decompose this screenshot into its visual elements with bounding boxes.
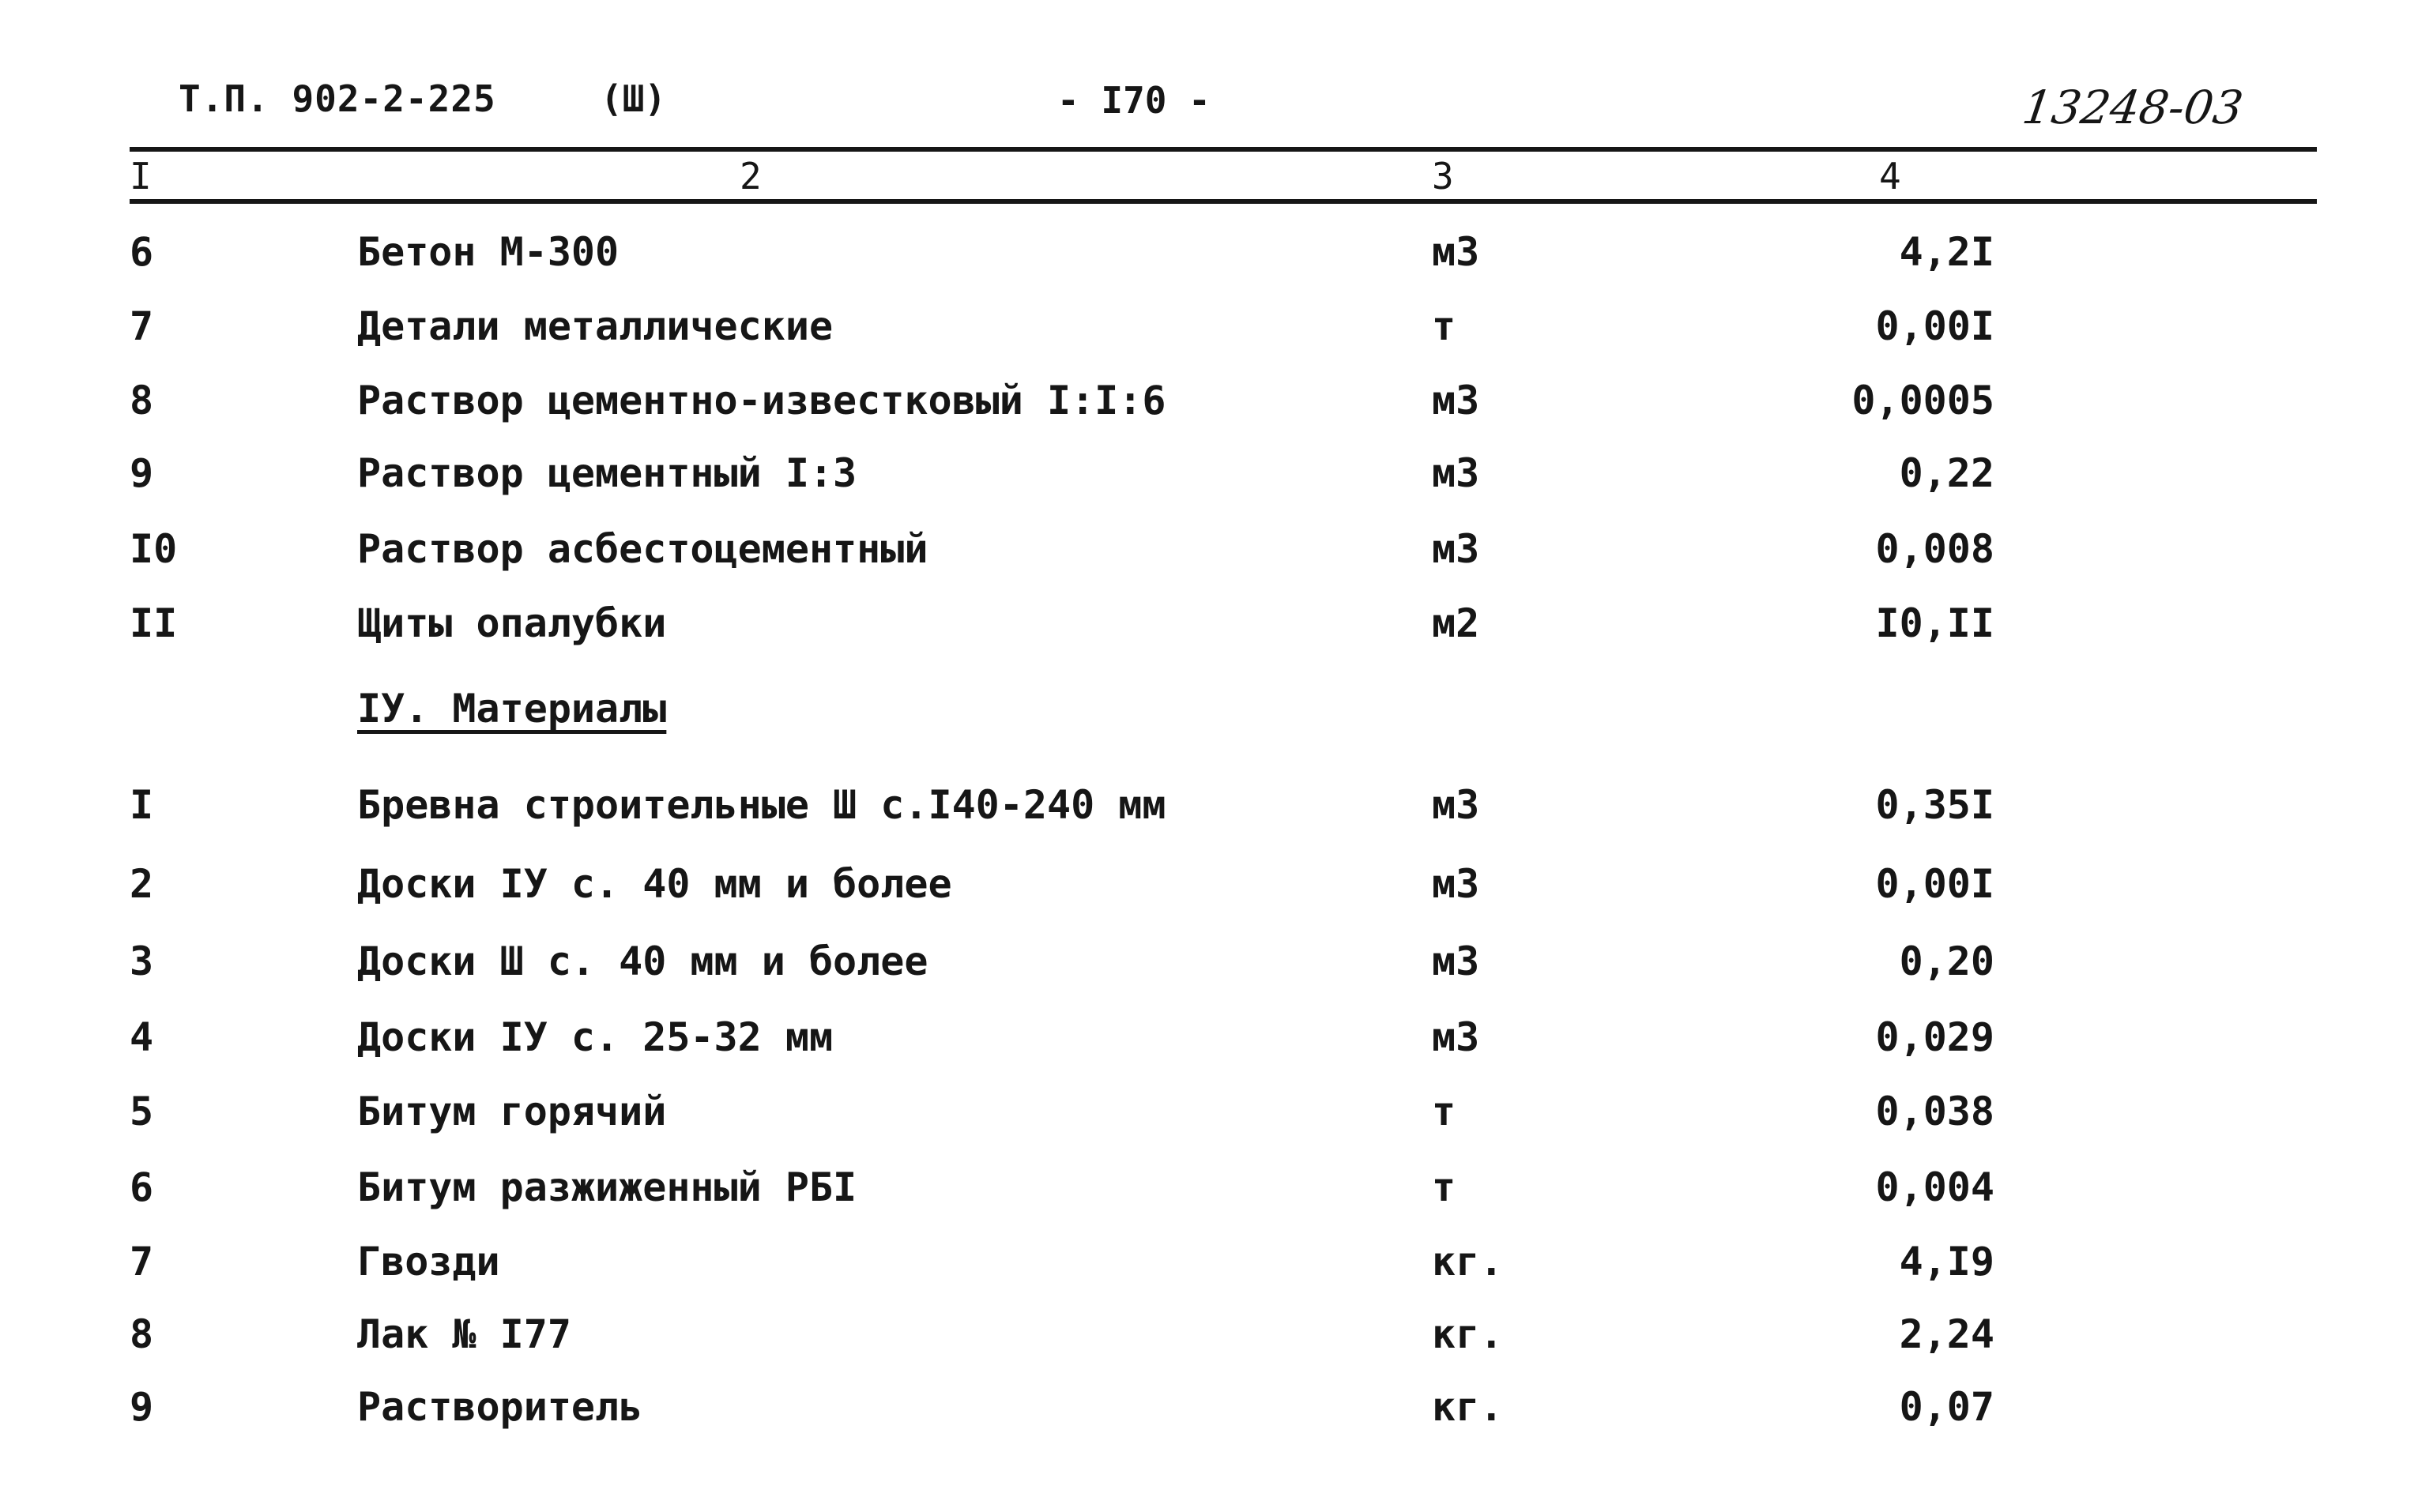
- material-name: Бетон М-300: [357, 229, 620, 275]
- unit: кг.: [1432, 1311, 1504, 1357]
- row-number: 5: [130, 1089, 154, 1134]
- table-row: [0, 303, 2418, 367]
- quantity: I0,II: [1875, 600, 1994, 646]
- unit: м3: [1432, 526, 1480, 572]
- table-row: [0, 938, 2418, 1002]
- quantity: 0,00I: [1875, 303, 1994, 349]
- material-name: Бревна строительные Ш с.I40-240 мм: [357, 782, 1166, 828]
- material-name: Битум горячий: [357, 1089, 667, 1134]
- quantity: 0,22: [1899, 450, 1994, 496]
- material-name: Доски Ш с. 40 мм и более: [357, 938, 928, 984]
- quantity: 0,008: [1875, 526, 1994, 572]
- material-name: Доски IУ с. 40 мм и более: [357, 861, 952, 907]
- unit: м3: [1432, 861, 1480, 907]
- material-name: Доски IУ с. 25-32 мм: [357, 1014, 834, 1060]
- unit: м3: [1432, 782, 1480, 828]
- unit: кг.: [1432, 1384, 1504, 1430]
- table-row: [0, 600, 2418, 664]
- document-reference: Т.П. 902-2-225: [179, 77, 496, 120]
- unit: м3: [1432, 1014, 1480, 1060]
- material-name: Раствор цементно-известковый I:I:6: [357, 378, 1166, 423]
- material-name: Лак № I77: [357, 1311, 571, 1357]
- table-row: [0, 1311, 2418, 1375]
- row-number: 3: [130, 938, 154, 984]
- unit: м3: [1432, 378, 1480, 423]
- table-row: [0, 1384, 2418, 1447]
- material-name: Гвозди: [357, 1239, 500, 1284]
- unit: кг.: [1432, 1239, 1504, 1284]
- quantity: 4,I9: [1899, 1239, 1994, 1284]
- quantity: 0,0005: [1851, 378, 1994, 423]
- quantity: 0,004: [1875, 1164, 1994, 1210]
- column-header-3: 3: [1432, 155, 1454, 197]
- row-number: 4: [130, 1014, 154, 1060]
- material-name: Битум разжиженный РБI: [357, 1164, 857, 1210]
- material-name: Щиты опалубки: [357, 600, 667, 646]
- row-number: 9: [130, 450, 154, 496]
- table-row: [0, 1014, 2418, 1078]
- quantity: 0,00I: [1875, 861, 1994, 907]
- material-name: Раствор асбестоцементный: [357, 526, 928, 572]
- row-number: 2: [130, 861, 154, 907]
- unit: т: [1432, 1164, 1456, 1210]
- quantity: 0,35I: [1875, 782, 1994, 828]
- column-header-1: I: [130, 155, 152, 197]
- table-row: [0, 378, 2418, 441]
- row-number: 7: [130, 303, 154, 349]
- unit: м3: [1432, 450, 1480, 496]
- header-rule-top: [130, 147, 2317, 152]
- quantity: 0,029: [1875, 1014, 1994, 1060]
- material-name: Раствор цементный I:3: [357, 450, 857, 496]
- handwritten-code: 13248-03: [2019, 81, 2247, 134]
- page-number: - I70 -: [1057, 79, 1211, 122]
- column-header-2: 2: [740, 155, 762, 197]
- quantity: 0,20: [1899, 938, 1994, 984]
- row-number: 8: [130, 1311, 154, 1357]
- material-name: Растворитель: [357, 1384, 643, 1430]
- unit: т: [1432, 303, 1456, 349]
- table-row: [0, 782, 2418, 845]
- table-row: [0, 1164, 2418, 1228]
- unit: м3: [1432, 229, 1480, 275]
- material-name: Детали металлические: [357, 303, 834, 349]
- row-number: 7: [130, 1239, 154, 1284]
- row-number: 6: [130, 229, 154, 275]
- row-number: 8: [130, 378, 154, 423]
- table-row: [0, 1089, 2418, 1152]
- table-row: [0, 861, 2418, 924]
- row-number: I: [130, 782, 154, 828]
- table-row: [0, 450, 2418, 513]
- header-rule-bottom: [130, 199, 2317, 204]
- row-number: 9: [130, 1384, 154, 1430]
- table-row: [0, 229, 2418, 292]
- table-row: [0, 1239, 2418, 1302]
- unit: м2: [1432, 600, 1480, 646]
- document-part: (Ш): [601, 77, 667, 120]
- unit: м3: [1432, 938, 1480, 984]
- quantity: 0,07: [1899, 1384, 1994, 1430]
- column-header-4: 4: [1879, 155, 1901, 197]
- quantity: 2,24: [1899, 1311, 1994, 1357]
- quantity: 0,038: [1875, 1089, 1994, 1134]
- row-number: II: [130, 600, 178, 646]
- section-title: IУ. Материалы: [357, 686, 667, 732]
- row-number: 6: [130, 1164, 154, 1210]
- row-number: I0: [130, 526, 178, 572]
- quantity: 4,2I: [1899, 229, 1994, 275]
- table-row: [0, 526, 2418, 589]
- unit: т: [1432, 1089, 1456, 1134]
